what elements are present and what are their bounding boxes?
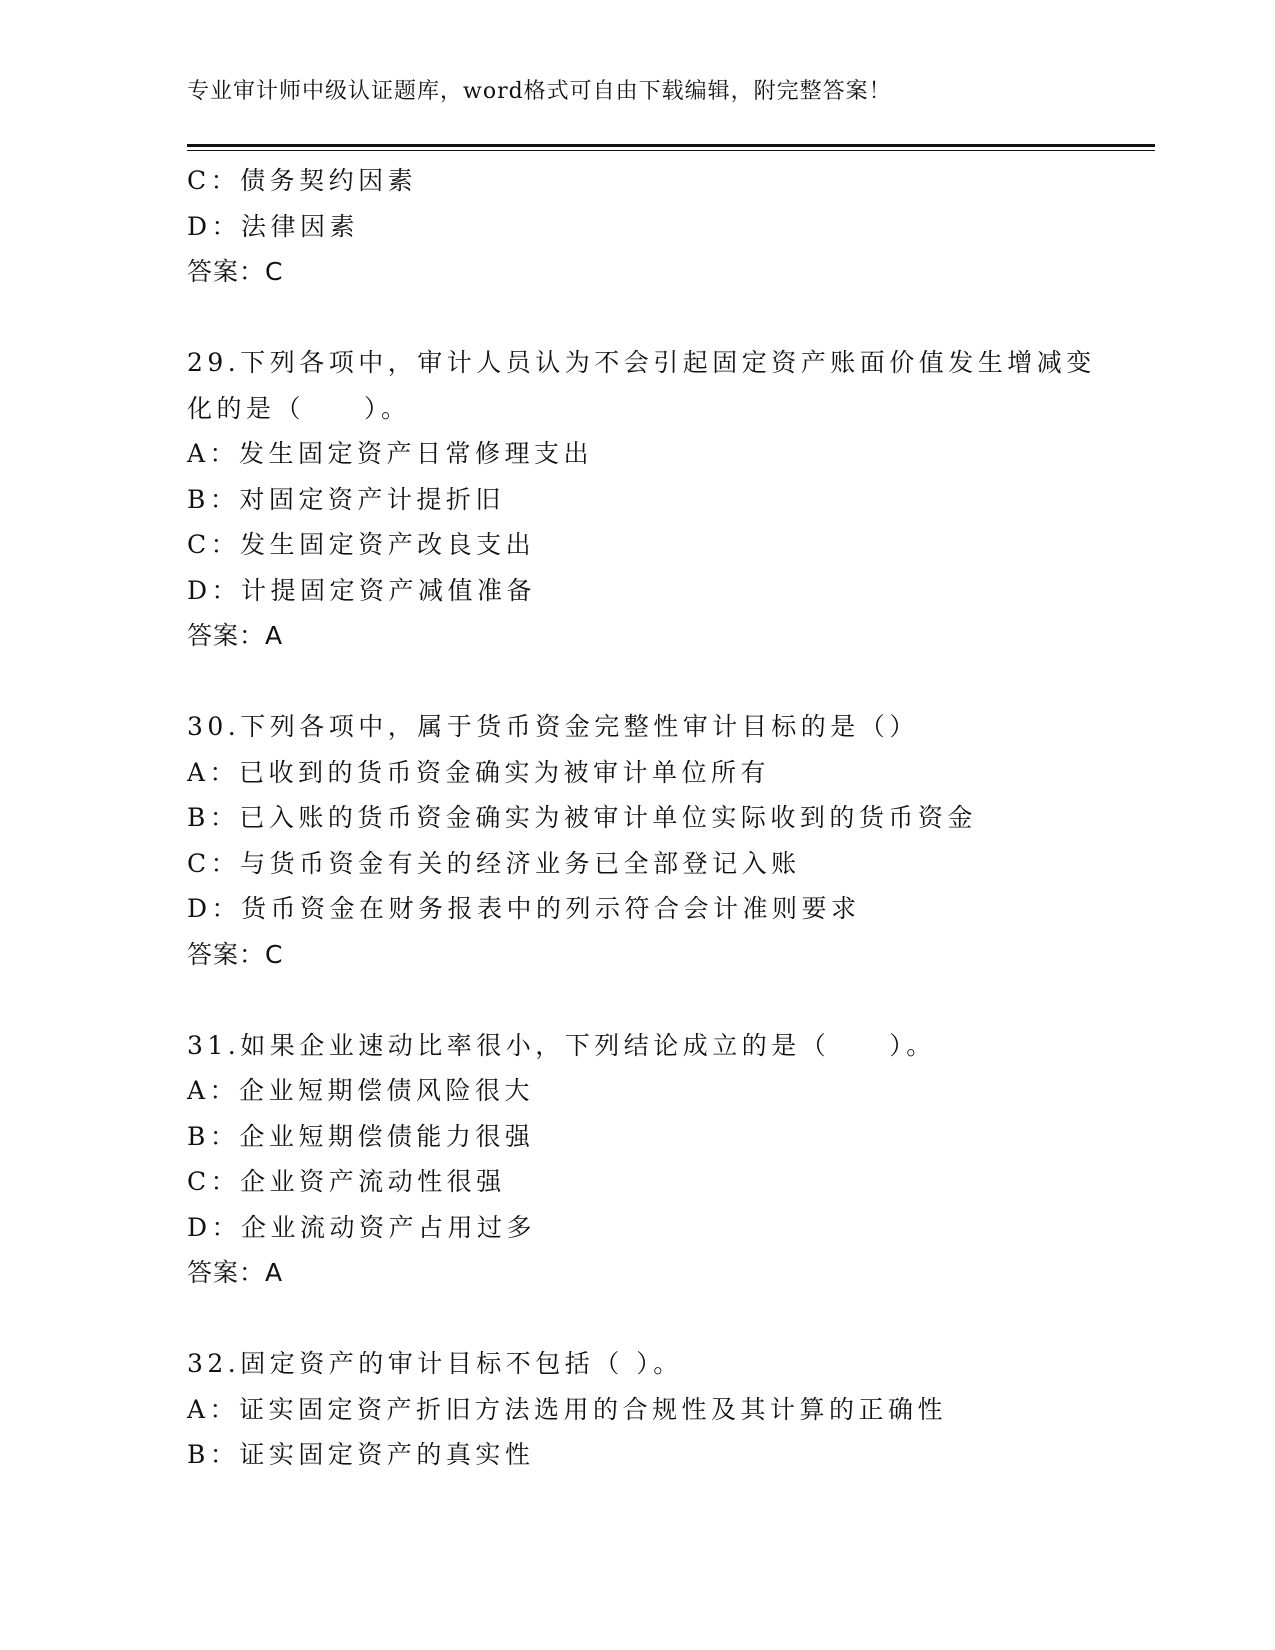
document-body <box>187 158 1096 1478</box>
page-header: 专业审计师中级认证题库，word格式可自由下载编辑，附完整答案！ <box>187 79 892 104</box>
question-stem-line-1: 29.下列各项中，审计人员认为不会引起固定资产账面价值发生增减变 <box>187 348 1096 377</box>
option-d: D：企业流动资产占用过多 <box>187 1212 537 1242</box>
option-d: D：货币资金在财务报表中的列示符合会计准则要求 <box>187 894 861 923</box>
question-stem-line-2: 化的是（ ）。 <box>187 393 411 423</box>
option-c: C：企业资产流动性很强 <box>187 1167 506 1196</box>
question-30 <box>187 704 1087 977</box>
spacer <box>187 1296 1087 1342</box>
answer-line: 答案：C <box>187 939 284 969</box>
option-c: C：债务契约因素 <box>187 166 418 195</box>
option-a: A：证实固定资产折旧方法选用的合规性及其计算的正确性 <box>187 1394 948 1424</box>
option-b: B：已入账的货币资金确实为被审计单位实际收到的货币资金 <box>187 803 977 832</box>
spacer <box>187 977 1087 1023</box>
question-28-continuation <box>187 158 1087 295</box>
answer-line: 答案：A <box>187 621 284 650</box>
header-rule-thick <box>187 144 1155 147</box>
option-c: C：与货币资金有关的经济业务已全部登记入账 <box>187 848 801 878</box>
question-29 <box>187 340 1096 659</box>
spacer <box>187 659 1087 705</box>
option-b: B：企业短期偿债能力很强 <box>187 1121 535 1151</box>
option-a: A：发生固定资产日常修理支出 <box>187 439 594 468</box>
option-b: B：对固定资产计提折旧 <box>187 484 505 514</box>
option-d: D：计提固定资产减值准备 <box>187 575 537 605</box>
spacer <box>187 295 1087 341</box>
question-stem-line-1: 31.如果企业速动比率很小，下列结论成立的是（ ）。 <box>187 1030 936 1060</box>
option-c: C：发生固定资产改良支出 <box>187 530 536 559</box>
question-32 <box>187 1341 1087 1478</box>
option-d: D：法律因素 <box>187 211 360 241</box>
option-a: A：已收到的货币资金确实为被审计单位所有 <box>187 757 771 787</box>
question-31 <box>187 1023 1087 1296</box>
question-stem-line-1: 30.下列各项中，属于货币资金完整性审计目标的是（） <box>187 712 919 741</box>
question-stem-line-1: 32.固定资产的审计目标不包括（ ）。 <box>187 1349 683 1378</box>
answer-line: 答案：A <box>187 1258 284 1287</box>
option-a: A：企业短期偿债风险很大 <box>187 1076 535 1105</box>
answer-line: 答案：C <box>187 257 284 286</box>
option-b: B：证实固定资产的真实性 <box>187 1440 535 1469</box>
header-rule-thin <box>187 150 1155 151</box>
